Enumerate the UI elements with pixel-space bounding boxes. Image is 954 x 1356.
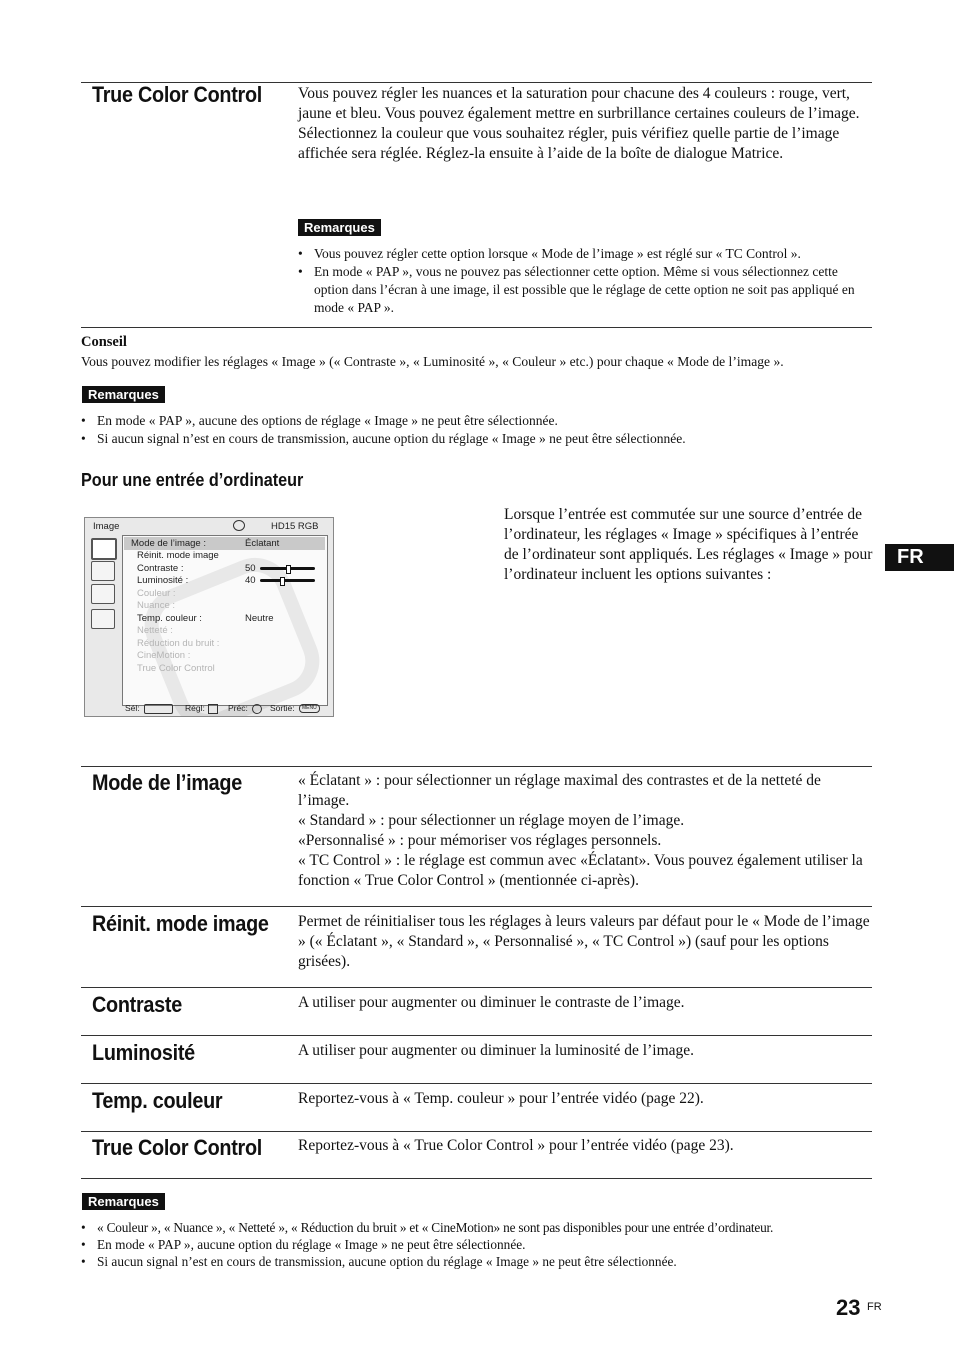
footer-exit: Sortie: — [270, 703, 295, 713]
picture-icon — [91, 538, 117, 560]
select-buttons-icon — [144, 704, 173, 714]
remarques-list — [81, 412, 871, 448]
slider-thumb[interactable] — [280, 577, 285, 586]
page-number: 23 — [836, 1295, 861, 1320]
rule — [81, 987, 872, 988]
section-heading-temp-couleur: Temp. couleur — [92, 1088, 223, 1113]
text-line: Reportez-vous à « True Color Control » pour l’entrée vidéo (page 23). — [298, 1137, 734, 1154]
list-item: • Si aucun signal n’est en cours de transmission, aucune option du réglage « Image » ne peut être sélectionnée. — [81, 1253, 881, 1270]
osd-panel — [122, 535, 328, 706]
conseil-title: Conseil — [81, 334, 127, 350]
osd-row-noise-reduction: Réduction du bruit : — [137, 638, 220, 649]
osd-row-cinemotion: CineMotion : — [137, 650, 191, 661]
section-heading-contraste: Contraste — [92, 992, 182, 1017]
brightness-slider[interactable] — [260, 579, 315, 582]
list-item: • En mode « PAP », aucune option du réglage « Image » ne peut être sélectionnée. — [81, 1236, 881, 1253]
section-body-temp-couleur — [298, 1089, 873, 1109]
text-line: « TC Control » : le réglage est commun avec «Éclatant». Vous pouvez également utiliser la fonction « True Color Control » (mentionnée ci-après). — [298, 852, 863, 889]
contrast-slider[interactable] — [260, 567, 315, 570]
text-line: «Personnalisé » : pour mémoriser vos réglages personnels. — [298, 832, 662, 849]
list-item: • Si aucun signal n’est en cours de transmission, aucune option du réglage « Image » ne peut être sélectionnée. — [81, 430, 871, 448]
section-body-reinit — [298, 912, 873, 972]
list-item: • En mode « PAP », aucune des options de réglage « Image » ne peut être sélectionnée. — [81, 412, 871, 430]
text-line: « Éclatant » : pour sélectionner un réglage maximal des contrastes et de la netteté de l’image. — [298, 772, 821, 809]
setup-icon — [91, 609, 115, 629]
list-item: • En mode « PAP », vous ne pouvez pas sélectionner cette option. Même si vous sélectionnez cette option dans l’écran à une image, il est possible que le réglage de cette option ne soit pas appliqué en mode « PAP ». — [298, 263, 873, 317]
rule — [81, 1131, 872, 1132]
rule — [81, 766, 872, 767]
language-tab: FR — [885, 544, 954, 571]
adjust-button-icon — [208, 704, 218, 714]
osd-value-color-temp: Neutre — [245, 613, 274, 624]
tcc-description — [298, 84, 873, 164]
osd-value-brightness: 40 — [245, 575, 256, 586]
text-line: Reportez-vous à « Temp. couleur » pour l’entrée vidéo (page 22). — [298, 1090, 704, 1107]
section-heading-true-color-control-2: True Color Control — [92, 1135, 263, 1160]
osd-value-mode: Éclatant — [245, 538, 280, 549]
osd-row-sharpness: Netteté : — [137, 625, 173, 636]
osd-row-reset[interactable]: Réinit. mode image — [137, 550, 219, 561]
rule — [81, 1083, 872, 1084]
section-body-contraste — [298, 993, 873, 1013]
rule — [81, 1178, 872, 1179]
footer-back: Préc: — [228, 703, 248, 713]
osd-row-brightness[interactable]: Luminosité : — [137, 575, 189, 586]
section-body-luminosite — [298, 1041, 873, 1061]
rule — [81, 1035, 872, 1036]
osd-row-hue: Nuance : — [137, 600, 176, 611]
list-item: • Vous pouvez régler cette option lorsque « Mode de l’image » est réglé sur « TC Control ». — [298, 245, 873, 263]
slider-thumb[interactable] — [286, 565, 291, 574]
back-button-icon — [252, 704, 262, 714]
footer-adjust: Régl: — [185, 703, 205, 713]
footer-select: Sél: — [125, 703, 140, 713]
list-item: • « Couleur », « Nuance », « Netteté », « Réduction du bruit » et « CineMotion» ne sont pas disponibles pour une entrée d’ordinateur. — [81, 1219, 881, 1236]
conseil-text: Vous pouvez modifier les réglages « Image » (« Contraste », « Luminosité », « Couleur » etc.) pour chaque « Mode de l’image ». — [81, 354, 784, 369]
rule — [81, 906, 872, 907]
input-icon — [233, 520, 245, 531]
section-heading-true-color-control: True Color Control — [92, 82, 263, 107]
screen-icon — [91, 584, 115, 604]
tcc-paragraph-1: Vous pouvez régler les nuances et la saturation pour chacune des 4 couleurs : rouge, vert, jaune et bleu. Vous pouvez également mettre en surbrillance certaines couleurs de l’image. — [298, 85, 860, 122]
computer-description: Lorsque l’entrée est commutée sur une source d’entrée de l’ordinateur, les réglages « Image » spécifiques à l’entrée de l’ordinateur sont appliqués. Les réglages « Image » pour l’ordinateur incluent les options suivantes : — [504, 506, 873, 583]
osd-row-contrast[interactable]: Contraste : — [137, 563, 184, 574]
osd-row-true-color-control: True Color Control — [137, 663, 215, 674]
menu-button-icon: MENU — [299, 704, 320, 713]
osd-footer — [85, 703, 333, 715]
osd-row-color: Couleur : — [137, 588, 176, 599]
remarques-label: Remarques — [298, 219, 381, 236]
osd-title: Image — [93, 521, 120, 532]
section-heading-reinit: Réinit. mode image — [92, 911, 269, 936]
remarques-list — [81, 1219, 881, 1270]
osd-row-mode[interactable]: Mode de l’image : — [131, 538, 206, 549]
subsection-heading: Pour une entrée d’ordinateur — [81, 470, 304, 490]
page-language: FR — [867, 1301, 882, 1313]
section-body-mode-image — [298, 771, 873, 891]
section-heading-mode-image: Mode de l’image — [92, 770, 242, 795]
remarques-label: Remarques — [82, 386, 165, 403]
menu-screenshot — [84, 517, 334, 717]
osd-input: HD15 RGB — [271, 521, 319, 532]
rule — [81, 327, 872, 328]
osd-value-contrast: 50 — [245, 563, 256, 574]
sound-icon — [91, 561, 115, 581]
text-line: Permet de réinitialiser tous les réglages à leurs valeurs par défaut pour le « Mode de l’image » (« Éclatant », « Standard », « Personnalisé », « TC Control ») (sauf pour les options grisées). — [298, 913, 870, 970]
text-line: A utiliser pour augmenter ou diminuer la luminosité de l’image. — [298, 1042, 695, 1059]
tcc-notes — [298, 245, 873, 317]
section-heading-luminosite: Luminosité — [92, 1040, 195, 1065]
remarques-label: Remarques — [82, 1193, 165, 1210]
section-body-true-color-control — [298, 1136, 873, 1156]
osd-row-color-temp[interactable]: Temp. couleur : — [137, 613, 202, 624]
text-line: A utiliser pour augmenter ou diminuer le contraste de l’image. — [298, 994, 685, 1011]
text-line: « Standard » : pour sélectionner un réglage moyen de l’image. — [298, 812, 685, 829]
tcc-paragraph-2: Sélectionnez la couleur que vous souhaitez régler, puis vérifiez quelle partie de l’image affichée sera réglée. Réglez-la ensuite à l’aide de la boîte de dialogue Matrice. — [298, 125, 840, 162]
